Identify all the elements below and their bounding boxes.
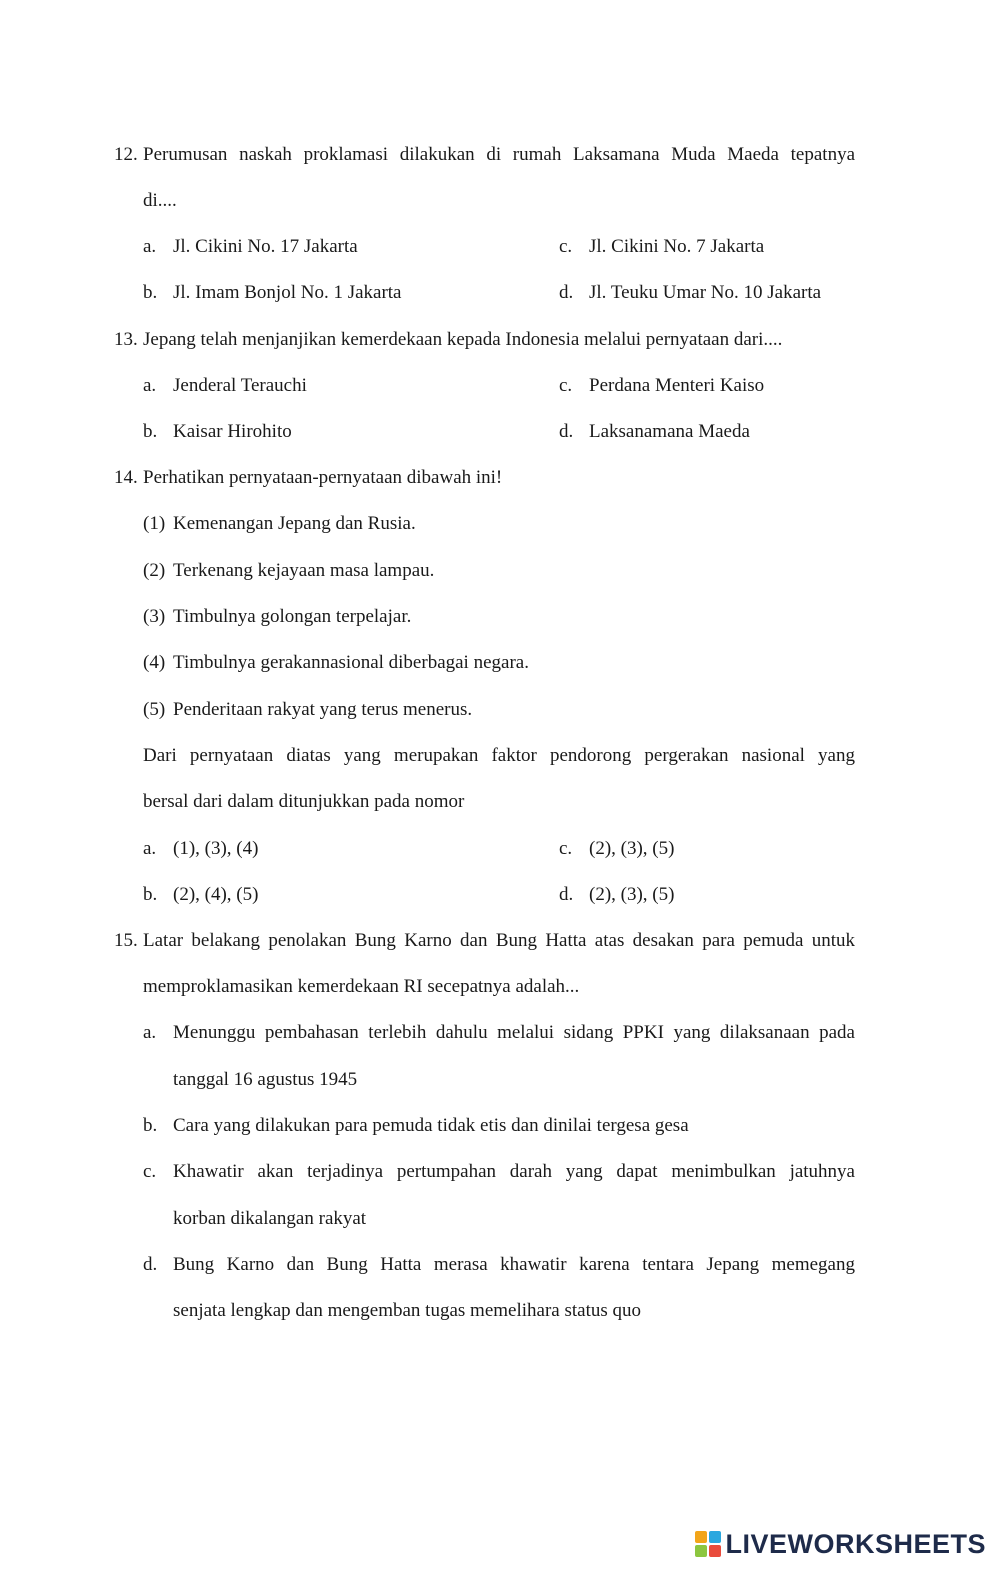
option-label: d. xyxy=(559,421,574,442)
option-a[interactable]: (1), (3), (4) xyxy=(173,838,259,859)
option-d[interactable]: Jl. Teuku Umar No. 10 Jakarta xyxy=(589,282,822,303)
option-label: c. xyxy=(559,838,573,859)
question-stem: Perhatikan pernyataan-pernyataan dibawah ini! xyxy=(143,467,503,488)
option-b[interactable]: Cara yang dilakukan para pemuda tidak etis dan dinilai tergesa gesa xyxy=(173,1115,689,1136)
option-b[interactable]: Kaisar Hirohito xyxy=(173,421,292,442)
option-label: c. xyxy=(143,1161,157,1182)
option-a[interactable]: Jenderal Terauchi xyxy=(173,375,307,396)
question-number: 13. xyxy=(114,329,138,350)
option-b[interactable]: Jl. Imam Bonjol No. 1 Jakarta xyxy=(173,282,402,303)
option-c-continued[interactable]: korban dikalangan rakyat xyxy=(173,1208,367,1229)
option-a-continued[interactable]: tanggal 16 agustus 1945 xyxy=(173,1069,358,1090)
option-c[interactable]: Perdana Menteri Kaiso xyxy=(589,375,765,396)
liveworksheets-brand[interactable] xyxy=(695,1527,986,1561)
question-stem: di.... xyxy=(143,190,177,211)
statement-label: (4) xyxy=(143,652,166,673)
statement-text: Terkenang kejayaan masa lampau. xyxy=(173,560,435,581)
statement-label: (1) xyxy=(143,513,166,534)
option-label: d. xyxy=(559,282,574,303)
option-label: b. xyxy=(143,884,158,905)
statement-text: Penderitaan rakyat yang terus menerus. xyxy=(173,699,473,720)
question-stem: Perumusan naskah proklamasi dilakukan di rumah Laksamana Muda Maeda tepatnya xyxy=(143,144,855,165)
question-stem: Jepang telah menjanjikan kemerdekaan kepada Indonesia melalui pernyataan dari.... xyxy=(143,329,783,350)
option-label: a. xyxy=(143,236,157,257)
option-label: a. xyxy=(143,838,157,859)
option-d[interactable]: Laksanamana Maeda xyxy=(589,421,750,442)
statement-text: Timbulnya golongan terpelajar. xyxy=(173,606,412,627)
statement-label: (2) xyxy=(143,560,166,581)
option-d[interactable]: (2), (3), (5) xyxy=(589,884,675,905)
option-label: b. xyxy=(143,421,158,442)
option-d-continued[interactable]: senjata lengkap dan mengemban tugas memelihara status quo xyxy=(173,1300,641,1321)
question-stem: memproklamasikan kemerdekaan RI secepatnya adalah... xyxy=(143,976,580,997)
question-number: 14. xyxy=(114,467,138,488)
option-label: b. xyxy=(143,1115,158,1136)
question-prompt: bersal dari dalam ditunjukkan pada nomor xyxy=(143,791,465,812)
option-a[interactable]: Jl. Cikini No. 17 Jakarta xyxy=(173,236,358,257)
statement-label: (3) xyxy=(143,606,166,627)
question-number: 12. xyxy=(114,144,138,165)
question-number: 15. xyxy=(114,930,138,951)
option-label: a. xyxy=(143,375,157,396)
brand-text: LIVEWORKSHEETS xyxy=(725,1528,986,1559)
option-label: a. xyxy=(143,1022,157,1043)
option-c[interactable]: (2), (3), (5) xyxy=(589,838,675,859)
question-prompt: Dari pernyataan diatas yang merupakan faktor pendorong pergerakan nasional yang xyxy=(143,745,855,766)
option-label: c. xyxy=(559,375,573,396)
option-label: d. xyxy=(143,1254,158,1275)
statement-text: Timbulnya gerakannasional diberbagai negara. xyxy=(173,652,529,673)
question-stem: Latar belakang penolakan Bung Karno dan Bung Hatta atas desakan para pemuda untuk xyxy=(143,930,855,951)
option-label: b. xyxy=(143,282,158,303)
statement-label: (5) xyxy=(143,699,166,720)
option-b[interactable]: (2), (4), (5) xyxy=(173,884,259,905)
statement-text: Kemenangan Jepang dan Rusia. xyxy=(173,513,416,534)
option-label: c. xyxy=(559,236,573,257)
option-a[interactable]: Menunggu pembahasan terlebih dahulu melalui sidang PPKI yang dilaksanaan pada xyxy=(173,1022,855,1043)
option-label: d. xyxy=(559,884,574,905)
liveworksheets-logo-icon xyxy=(695,1531,721,1557)
option-d[interactable]: Bung Karno dan Bung Hatta merasa khawatir karena tentara Jepang memegang xyxy=(173,1254,855,1275)
option-c[interactable]: Jl. Cikini No. 7 Jakarta xyxy=(589,236,765,257)
option-c[interactable]: Khawatir akan terjadinya pertumpahan darah yang dapat menimbulkan jatuhnya xyxy=(173,1161,855,1182)
